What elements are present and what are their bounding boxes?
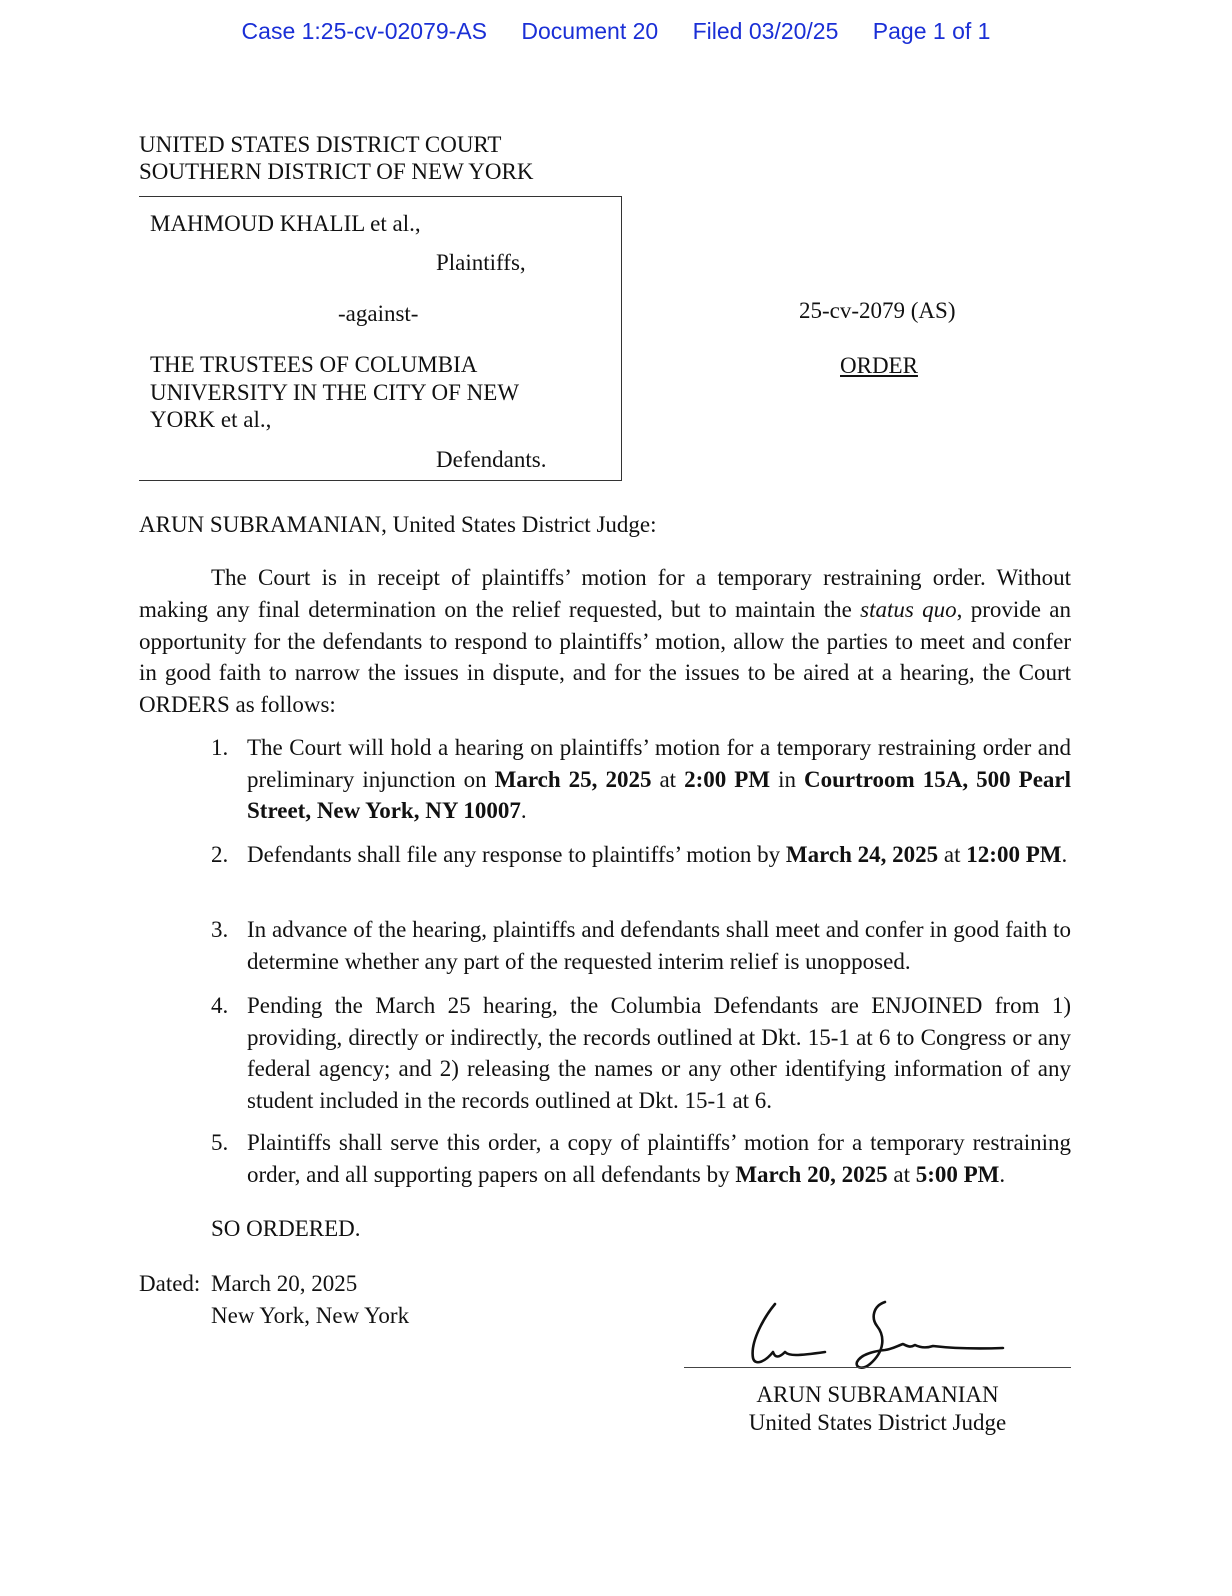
defendant-name-line3: YORK et al.,: [150, 407, 272, 432]
judge-intro: ARUN SUBRAMANIAN, United States District Judge:: [139, 512, 657, 537]
intro-text-part1: The Court is in receipt of plaintiffs’ motion for a temporary restraining order. Without making any final determination on the relief requested, but to maintain the: [139, 565, 1071, 622]
item-text: .: [520, 798, 527, 823]
docket-number: 25-cv-2079 (AS): [799, 298, 956, 323]
defendant-name-line2: UNIVERSITY IN THE CITY OF NEW: [150, 380, 520, 405]
item-text: at: [651, 766, 685, 792]
item-bold: 12:00 PM: [966, 842, 1062, 867]
order-item-1: [211, 732, 1071, 827]
item-text: .: [999, 1161, 1006, 1187]
plaintiffs-label: Plaintiffs,: [436, 250, 526, 275]
plaintiff-name: MAHMOUD KHALIL et al.,: [150, 211, 421, 236]
handwritten-signature: [735, 1296, 1015, 1376]
court-name-line2: SOUTHERN DISTRICT OF NEW YORK: [139, 159, 534, 184]
item-text: The Court will hold a hearing on plaintiffs’ motion for a temporary restraining order and preliminary injunction on: [247, 735, 1071, 792]
item-text: Defendants shall file any response to plaintiffs’ motion by: [247, 842, 786, 867]
item-text: Plaintiffs shall serve this order, a copy of plaintiffs’ motion for a temporary restraining order, and all supporting papers on all defendants by: [247, 1130, 1071, 1187]
document-number-header: Document 20: [521, 18, 659, 44]
item-text: In advance of the hearing, plaintiffs and defendants shall meet and confer in good faith to determine whether any part of the requested interim relief is unopposed.: [247, 917, 1071, 974]
signature-line: [684, 1367, 1071, 1368]
against-label: -against-: [338, 301, 419, 326]
defendants-label: Defendants.: [436, 447, 547, 472]
signatory-title: United States District Judge: [748, 1410, 1007, 1435]
page-count-header: Page 1 of 1: [872, 18, 991, 44]
order-item-4: [211, 990, 1071, 1116]
item-number: 4.: [211, 993, 229, 1018]
defendant-name-line1: THE TRUSTEES OF COLUMBIA: [150, 352, 478, 377]
item-text: at: [938, 842, 967, 867]
item-text: at: [887, 1161, 916, 1187]
order-item-2: [211, 839, 1071, 871]
dated-date: March 20, 2025: [211, 1271, 358, 1296]
item-text: in: [770, 766, 804, 792]
item-text: Pending the March 25 hearing, the Columbia Defendants are ENJOINED from 1) providing, directly or indirectly, the records outlined at Dkt. 15-1 at 6 to Congress or any federal agency; and 2) releasing the names or any other identifying information of any student included in the records outlined at Dkt. 15-1 at 6.: [247, 993, 1071, 1113]
order-item-3: [211, 914, 1071, 977]
dated-place: New York, New York: [211, 1303, 410, 1328]
item-text: .: [1061, 842, 1068, 867]
intro-paragraph: [139, 562, 1071, 721]
signatory-name: ARUN SUBRAMANIAN: [756, 1382, 999, 1407]
item-bold: March 25, 2025: [494, 766, 652, 792]
item-bold: 5:00 PM: [915, 1161, 1000, 1187]
item-bold: 2:00 PM: [684, 766, 771, 792]
item-number: 3.: [211, 917, 229, 942]
item-number: 5.: [211, 1130, 229, 1155]
caption-box: [139, 196, 622, 481]
item-bold: March 24, 2025: [785, 842, 939, 867]
so-ordered: SO ORDERED.: [211, 1216, 361, 1241]
item-bold: Courtroom 15A, 500 Pearl Street, New York, NY 10007: [247, 766, 1072, 823]
order-item-5: [211, 1127, 1071, 1190]
intro-text-part2: , provide an opportunity for the defendants to respond to plaintiffs’ motion, allow the parties to meet and confer in good faith to narrow the issues in dispute, and for the issues to be aired at a hearing, the Court ORDERS as follows:: [139, 596, 1071, 718]
intro-status-quo: status quo: [860, 596, 957, 622]
item-number: 1.: [211, 735, 229, 760]
case-number-header: Case 1:25-cv-02079-AS: [241, 18, 488, 44]
ecf-header: [0, 18, 1232, 45]
court-name-line1: UNITED STATES DISTRICT COURT: [139, 132, 502, 157]
filed-date-header: Filed 03/20/25: [692, 18, 839, 44]
order-title: ORDER: [840, 353, 918, 378]
dated-label: Dated:: [139, 1271, 201, 1296]
item-number: 2.: [211, 842, 229, 867]
item-bold: March 20, 2025: [735, 1161, 888, 1187]
